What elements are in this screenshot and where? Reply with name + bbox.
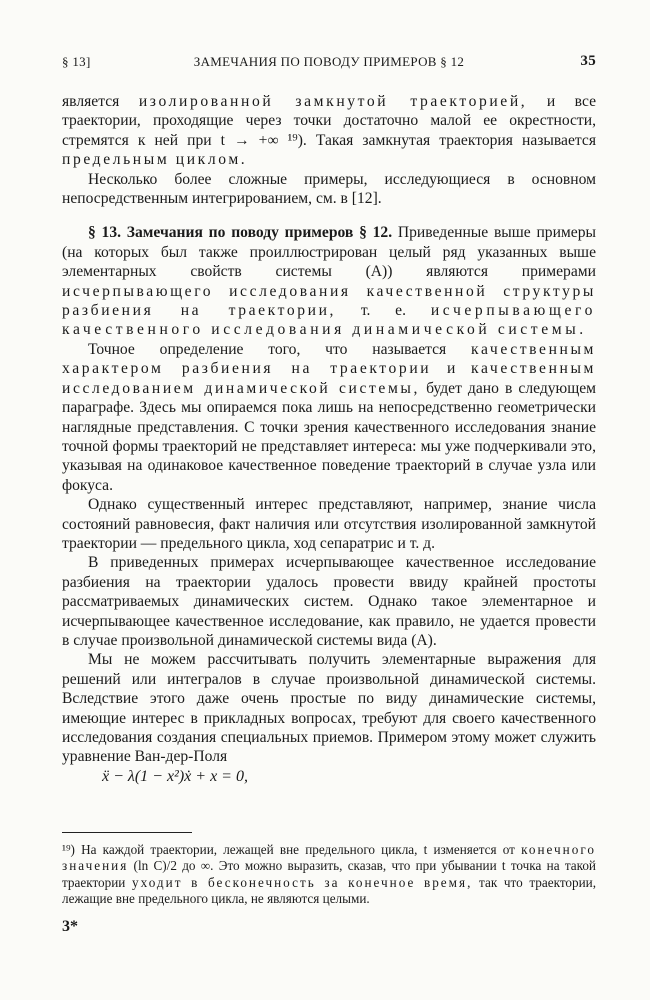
signature-mark: 3* xyxy=(62,918,78,935)
paragraph-definition xyxy=(62,340,596,495)
running-head xyxy=(62,54,596,74)
text-run: т. е. xyxy=(360,302,406,320)
spaced-term: качественным исследованием динамической системы, xyxy=(62,360,596,397)
text-run: Точное определение того, что называется xyxy=(88,340,447,358)
text-run: (ln C)/2 до ∞. Это можно выразить, сказав, что при убывании t точка на такой траектории xyxy=(62,858,596,890)
paragraph-van-der-pol: Мы не можем рассчитывать получить элементарные выражения для решений или интегралов в случае произвольной динамической системы. Вследствие этого даже очень простые по виду динамические системы, имеющие интерес в прикладных вопросах, требуют для своего качественного исследования создания специальных приемов. Примером этому может служить уравнение Ван-дер-Поля xyxy=(62,651,596,766)
text-run: будет дано в следующем параграфе. Здесь мы опираемся пока лишь на непосредственно геометрически наглядные представления. С точки зрения качественного исследования знание точной формы траекторий не представляет интереса: мы уже подчеркивали это, указывая на одинаковое качественное поведение траекторий в случае узла или фокуса. xyxy=(62,379,596,494)
paragraph-section-13 xyxy=(62,223,596,339)
page-number: 35 xyxy=(580,53,596,69)
spaced-term: конечного значения xyxy=(62,842,596,874)
spaced-term: уходит в бесконечность за конечное время, xyxy=(132,874,473,890)
text-run: и все траектории, проходящие через точки достаточно малой ее окрестности, стремятся к ней при t → +∞ ¹⁹). Такая замкнутая траектория называется xyxy=(62,93,596,149)
spaced-term: качественным характером разбиения на траектории xyxy=(62,340,596,378)
text-run: Приведенные выше примеры (на которых был также проиллюстрирован целый ряд указанных выше элементарных свойств системы (А)) являются примерами xyxy=(62,224,596,281)
van-der-pol-equation: ẍ − λ(1 − x²)ẋ + x = 0, xyxy=(102,767,248,785)
paragraph-interest: Однако существенный интерес представляют, например, знание числа состояний равновесия, факт наличия или отсутствия изолированной замкнутой траектории — предельного цикла, ход сепаратрис и т. д. xyxy=(62,496,596,552)
spaced-term: исчерпывающего исследования качественной структуры разбиения на траектории, xyxy=(62,282,596,320)
section-heading: § 13. Замечания по поводу примеров § 12. xyxy=(88,224,393,242)
body-text xyxy=(62,92,596,786)
text-run: и xyxy=(446,360,456,378)
text-run: ¹⁹) На каждой траектории, лежащей вне предельного цикла, t изменяется от xyxy=(62,842,515,857)
running-title: ЗАМЕЧАНИЯ ПО ПОВОДУ ПРИМЕРОВ § 12 xyxy=(193,54,465,69)
spaced-term: изолированной замкнутой траекторией, xyxy=(138,93,528,110)
text-run: является xyxy=(62,93,120,110)
paragraph-limit-cycle xyxy=(62,92,596,170)
section-reference: § 13] xyxy=(62,54,91,69)
paragraph-reference: Несколько более сложные примеры, исследующиеся в основном непосредственным интегрированием, см. в [12]. xyxy=(62,170,596,208)
spaced-term: исчерпывающего качественного исследования динамической системы. xyxy=(62,302,597,339)
footnote-19 xyxy=(62,842,596,907)
spaced-term: предельным циклом. xyxy=(62,151,248,169)
paragraph-examples: В приведенных примерах исчерпывающее качественное исследование разбиения на траектории удалось провести ввиду крайней простоты рассматриваемых динамических систем. Однако такое элементарное и исчерпывающее качественное исследование, как правило, не удается провести в случае произвольной динамической системы вида (А). xyxy=(62,554,596,649)
text-run: так что траектории, лежащие вне предельного цикла, не являются целыми. xyxy=(62,874,597,906)
footnote-rule xyxy=(62,832,192,833)
